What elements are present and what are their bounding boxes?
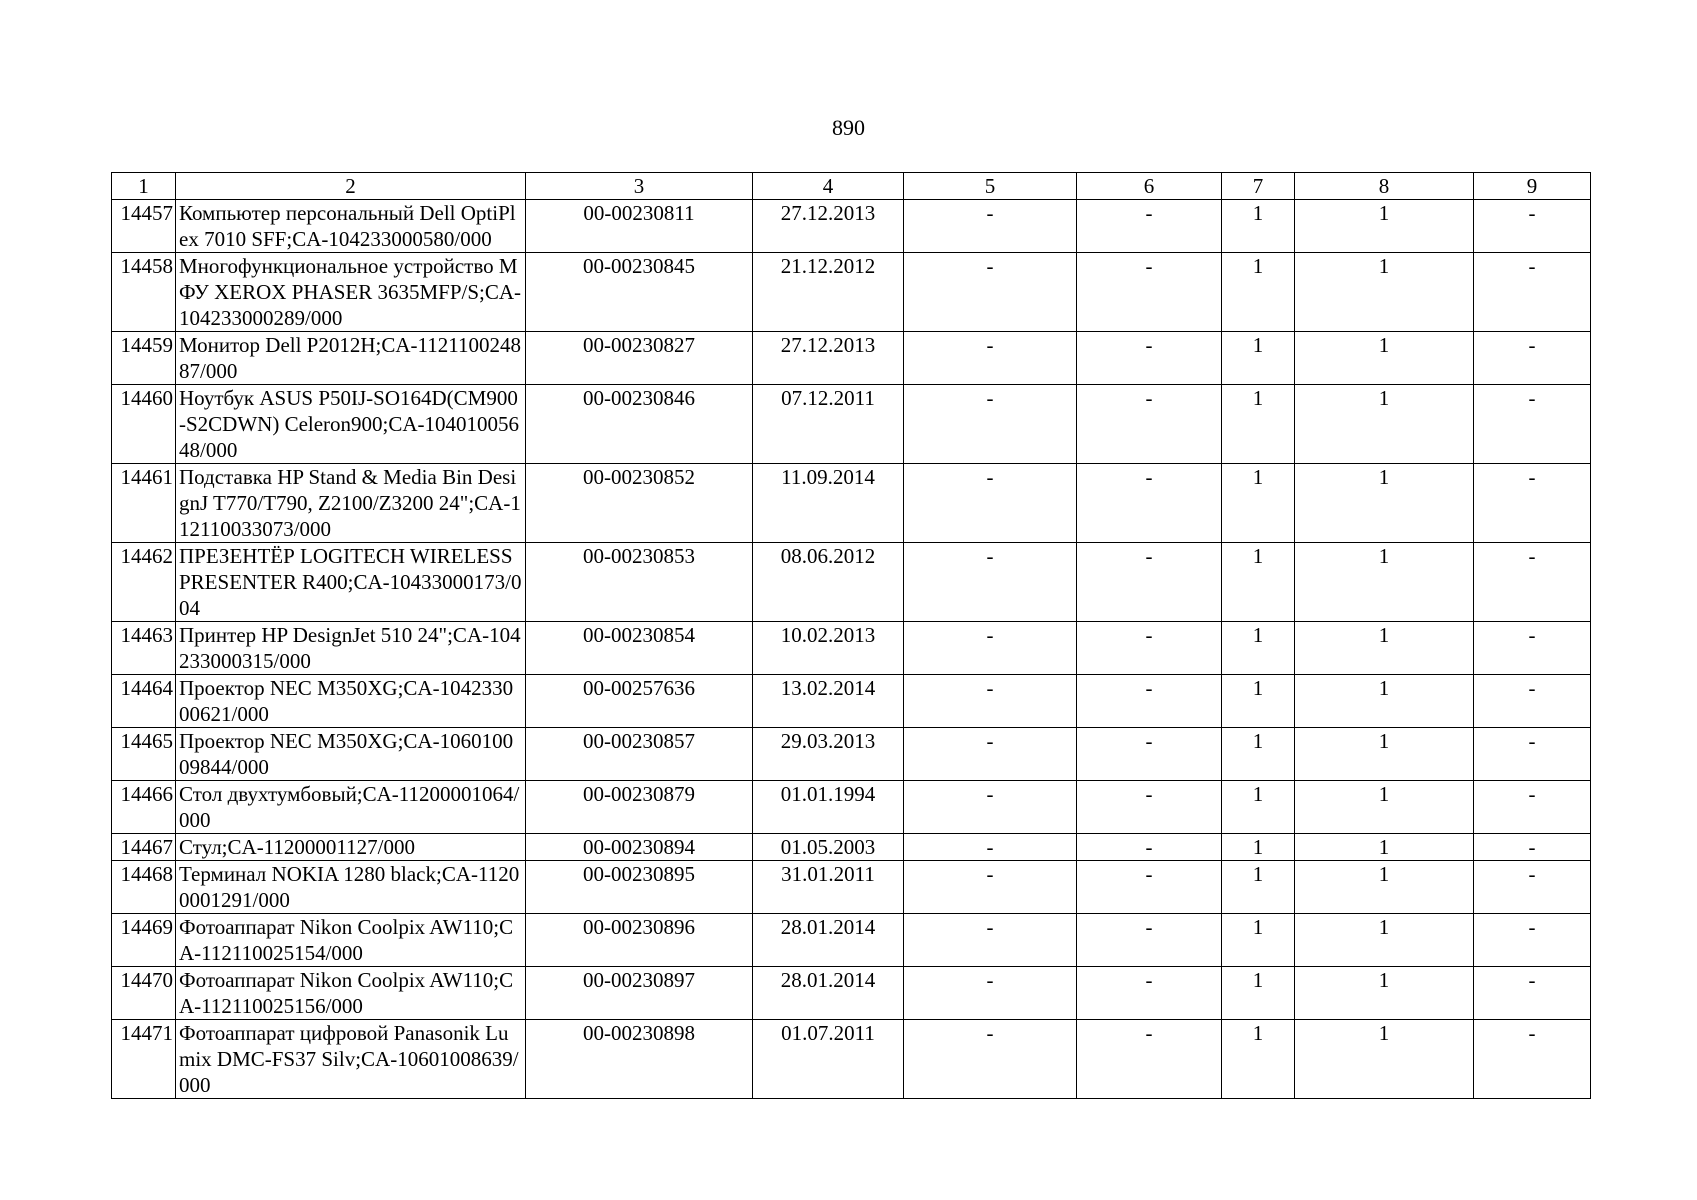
table-row — [112, 834, 1591, 861]
cell-value-9: - — [1474, 622, 1591, 675]
cell-value-7: 1 — [1222, 861, 1295, 914]
cell-value-5: - — [904, 781, 1077, 834]
cell-value-8: 1 — [1295, 622, 1474, 675]
table-row — [112, 861, 1591, 914]
cell-value-8: 1 — [1295, 1020, 1474, 1099]
cell-row-number: 14461 — [112, 464, 176, 543]
cell-value-9: - — [1474, 464, 1591, 543]
table-row — [112, 253, 1591, 332]
cell-value-6: - — [1077, 728, 1222, 781]
cell-row-number: 14457 — [112, 200, 176, 253]
cell-value-8: 1 — [1295, 834, 1474, 861]
column-header-5: 5 — [904, 173, 1077, 200]
cell-row-number: 14460 — [112, 385, 176, 464]
cell-row-number: 14470 — [112, 967, 176, 1020]
cell-inventory-code: 00-00230894 — [526, 834, 753, 861]
cell-row-number: 14463 — [112, 622, 176, 675]
cell-item-name: Фотоаппарат цифровой Panasonik Lumix DMC-FS37 Silv;CA-10601008639/000 — [176, 1020, 526, 1099]
cell-inventory-code: 00-00230898 — [526, 1020, 753, 1099]
table-row — [112, 1020, 1591, 1099]
cell-value-9: - — [1474, 728, 1591, 781]
cell-row-number: 14469 — [112, 914, 176, 967]
table-row — [112, 200, 1591, 253]
cell-date: 01.01.1994 — [753, 781, 904, 834]
cell-value-7: 1 — [1222, 622, 1295, 675]
cell-date: 08.06.2012 — [753, 543, 904, 622]
cell-value-9: - — [1474, 834, 1591, 861]
cell-value-5: - — [904, 464, 1077, 543]
cell-row-number: 14465 — [112, 728, 176, 781]
cell-inventory-code: 00-00230852 — [526, 464, 753, 543]
cell-value-9: - — [1474, 967, 1591, 1020]
cell-inventory-code: 00-00230896 — [526, 914, 753, 967]
table-row — [112, 385, 1591, 464]
cell-value-7: 1 — [1222, 834, 1295, 861]
cell-value-6: - — [1077, 622, 1222, 675]
cell-value-6: - — [1077, 914, 1222, 967]
cell-value-6: - — [1077, 543, 1222, 622]
cell-value-8: 1 — [1295, 861, 1474, 914]
cell-date: 10.02.2013 — [753, 622, 904, 675]
cell-value-8: 1 — [1295, 253, 1474, 332]
cell-value-5: - — [904, 253, 1077, 332]
cell-value-6: - — [1077, 675, 1222, 728]
table-row — [112, 675, 1591, 728]
cell-value-5: - — [904, 543, 1077, 622]
cell-value-9: - — [1474, 332, 1591, 385]
cell-date: 31.01.2011 — [753, 861, 904, 914]
column-header-7: 7 — [1222, 173, 1295, 200]
cell-item-name: Проектор NEC M350XG;CA-104233000621/000 — [176, 675, 526, 728]
cell-row-number: 14467 — [112, 834, 176, 861]
cell-value-7: 1 — [1222, 253, 1295, 332]
table-row — [112, 464, 1591, 543]
cell-value-7: 1 — [1222, 914, 1295, 967]
cell-value-6: - — [1077, 1020, 1222, 1099]
cell-value-5: - — [904, 385, 1077, 464]
cell-date: 21.12.2012 — [753, 253, 904, 332]
cell-date: 27.12.2013 — [753, 200, 904, 253]
cell-date: 11.09.2014 — [753, 464, 904, 543]
cell-row-number: 14464 — [112, 675, 176, 728]
cell-row-number: 14466 — [112, 781, 176, 834]
cell-inventory-code: 00-00230897 — [526, 967, 753, 1020]
cell-value-7: 1 — [1222, 675, 1295, 728]
cell-date: 07.12.2011 — [753, 385, 904, 464]
cell-value-7: 1 — [1222, 543, 1295, 622]
cell-value-6: - — [1077, 200, 1222, 253]
cell-item-name: Ноутбук ASUS P50IJ-SO164D(CM900-S2CDWN) Celeron900;CA-10401005648/000 — [176, 385, 526, 464]
cell-value-6: - — [1077, 332, 1222, 385]
cell-value-8: 1 — [1295, 543, 1474, 622]
column-header-2: 2 — [176, 173, 526, 200]
cell-inventory-code: 00-00230845 — [526, 253, 753, 332]
cell-item-name: Фотоаппарат Nikon Coolpix AW110;CA-112110025154/000 — [176, 914, 526, 967]
cell-value-5: - — [904, 675, 1077, 728]
column-header-9: 9 — [1474, 173, 1591, 200]
cell-value-6: - — [1077, 781, 1222, 834]
cell-inventory-code: 00-00230846 — [526, 385, 753, 464]
cell-value-8: 1 — [1295, 967, 1474, 1020]
cell-inventory-code: 00-00230827 — [526, 332, 753, 385]
table-row — [112, 967, 1591, 1020]
cell-value-9: - — [1474, 253, 1591, 332]
table-row — [112, 914, 1591, 967]
cell-item-name: Подставка HP Stand & Media Bin DesignJ T770/T790, Z2100/Z3200 24";CA-112110033073/000 — [176, 464, 526, 543]
cell-value-9: - — [1474, 1020, 1591, 1099]
cell-item-name: Терминал NOKIA 1280 black;CA-11200001291/000 — [176, 861, 526, 914]
cell-date: 01.07.2011 — [753, 1020, 904, 1099]
cell-item-name: Фотоаппарат Nikon Coolpix AW110;CA-112110025156/000 — [176, 967, 526, 1020]
table-row — [112, 332, 1591, 385]
cell-value-5: - — [904, 861, 1077, 914]
cell-item-name: Стул;CA-11200001127/000 — [176, 834, 526, 861]
cell-item-name: Многофункциональное устройство МФУ XEROX PHASER 3635MFP/S;CA-104233000289/000 — [176, 253, 526, 332]
table-row — [112, 728, 1591, 781]
cell-value-5: - — [904, 914, 1077, 967]
column-header-8: 8 — [1295, 173, 1474, 200]
cell-value-6: - — [1077, 464, 1222, 543]
cell-item-name: Принтер HP DesignJet 510 24";CA-104233000315/000 — [176, 622, 526, 675]
cell-inventory-code: 00-00230853 — [526, 543, 753, 622]
column-header-6: 6 — [1077, 173, 1222, 200]
cell-value-5: - — [904, 622, 1077, 675]
cell-value-6: - — [1077, 385, 1222, 464]
inventory-table — [111, 172, 1591, 1099]
cell-value-7: 1 — [1222, 385, 1295, 464]
cell-date: 01.05.2003 — [753, 834, 904, 861]
cell-value-8: 1 — [1295, 675, 1474, 728]
cell-value-8: 1 — [1295, 332, 1474, 385]
cell-inventory-code: 00-00230879 — [526, 781, 753, 834]
cell-inventory-code: 00-00230895 — [526, 861, 753, 914]
column-header-4: 4 — [753, 173, 904, 200]
cell-date: 28.01.2014 — [753, 967, 904, 1020]
cell-inventory-code: 00-00257636 — [526, 675, 753, 728]
cell-row-number: 14471 — [112, 1020, 176, 1099]
cell-value-5: - — [904, 1020, 1077, 1099]
cell-value-6: - — [1077, 834, 1222, 861]
cell-value-7: 1 — [1222, 332, 1295, 385]
header-row — [112, 173, 1591, 200]
cell-value-8: 1 — [1295, 781, 1474, 834]
cell-item-name: Стол двухтумбовый;CA-11200001064/000 — [176, 781, 526, 834]
cell-value-9: - — [1474, 861, 1591, 914]
cell-value-5: - — [904, 967, 1077, 1020]
cell-value-9: - — [1474, 914, 1591, 967]
cell-value-5: - — [904, 728, 1077, 781]
cell-value-6: - — [1077, 253, 1222, 332]
cell-date: 13.02.2014 — [753, 675, 904, 728]
cell-value-9: - — [1474, 543, 1591, 622]
cell-item-name: Проектор NEC M350XG;CA-106010009844/000 — [176, 728, 526, 781]
cell-value-9: - — [1474, 781, 1591, 834]
cell-value-8: 1 — [1295, 385, 1474, 464]
cell-value-8: 1 — [1295, 728, 1474, 781]
cell-row-number: 14459 — [112, 332, 176, 385]
cell-value-7: 1 — [1222, 781, 1295, 834]
cell-value-6: - — [1077, 861, 1222, 914]
page-number: 890 — [832, 115, 865, 140]
cell-date: 27.12.2013 — [753, 332, 904, 385]
cell-inventory-code: 00-00230854 — [526, 622, 753, 675]
cell-inventory-code: 00-00230811 — [526, 200, 753, 253]
table-body — [112, 200, 1591, 1099]
cell-value-9: - — [1474, 385, 1591, 464]
cell-value-7: 1 — [1222, 200, 1295, 253]
table-header — [112, 173, 1591, 200]
cell-value-7: 1 — [1222, 464, 1295, 543]
cell-value-7: 1 — [1222, 967, 1295, 1020]
cell-value-8: 1 — [1295, 464, 1474, 543]
cell-date: 28.01.2014 — [753, 914, 904, 967]
cell-value-9: - — [1474, 675, 1591, 728]
table-row — [112, 622, 1591, 675]
cell-value-5: - — [904, 332, 1077, 385]
cell-item-name: Компьютер персональный Dell OptiPlex 7010 SFF;CA-104233000580/000 — [176, 200, 526, 253]
table-row — [112, 543, 1591, 622]
cell-value-5: - — [904, 834, 1077, 861]
cell-value-5: - — [904, 200, 1077, 253]
cell-value-8: 1 — [1295, 200, 1474, 253]
cell-date: 29.03.2013 — [753, 728, 904, 781]
cell-value-8: 1 — [1295, 914, 1474, 967]
column-header-3: 3 — [526, 173, 753, 200]
cell-value-6: - — [1077, 967, 1222, 1020]
cell-row-number: 14468 — [112, 861, 176, 914]
cell-value-7: 1 — [1222, 728, 1295, 781]
table-row — [112, 781, 1591, 834]
cell-item-name: ПРЕЗЕНТЁР LOGITECH WIRELESS PRESENTER R400;CA-10433000173/004 — [176, 543, 526, 622]
cell-value-9: - — [1474, 200, 1591, 253]
cell-row-number: 14458 — [112, 253, 176, 332]
cell-row-number: 14462 — [112, 543, 176, 622]
cell-value-7: 1 — [1222, 1020, 1295, 1099]
column-header-1: 1 — [112, 173, 176, 200]
cell-item-name: Монитор Dell P2012H;CA-112110024887/000 — [176, 332, 526, 385]
cell-inventory-code: 00-00230857 — [526, 728, 753, 781]
